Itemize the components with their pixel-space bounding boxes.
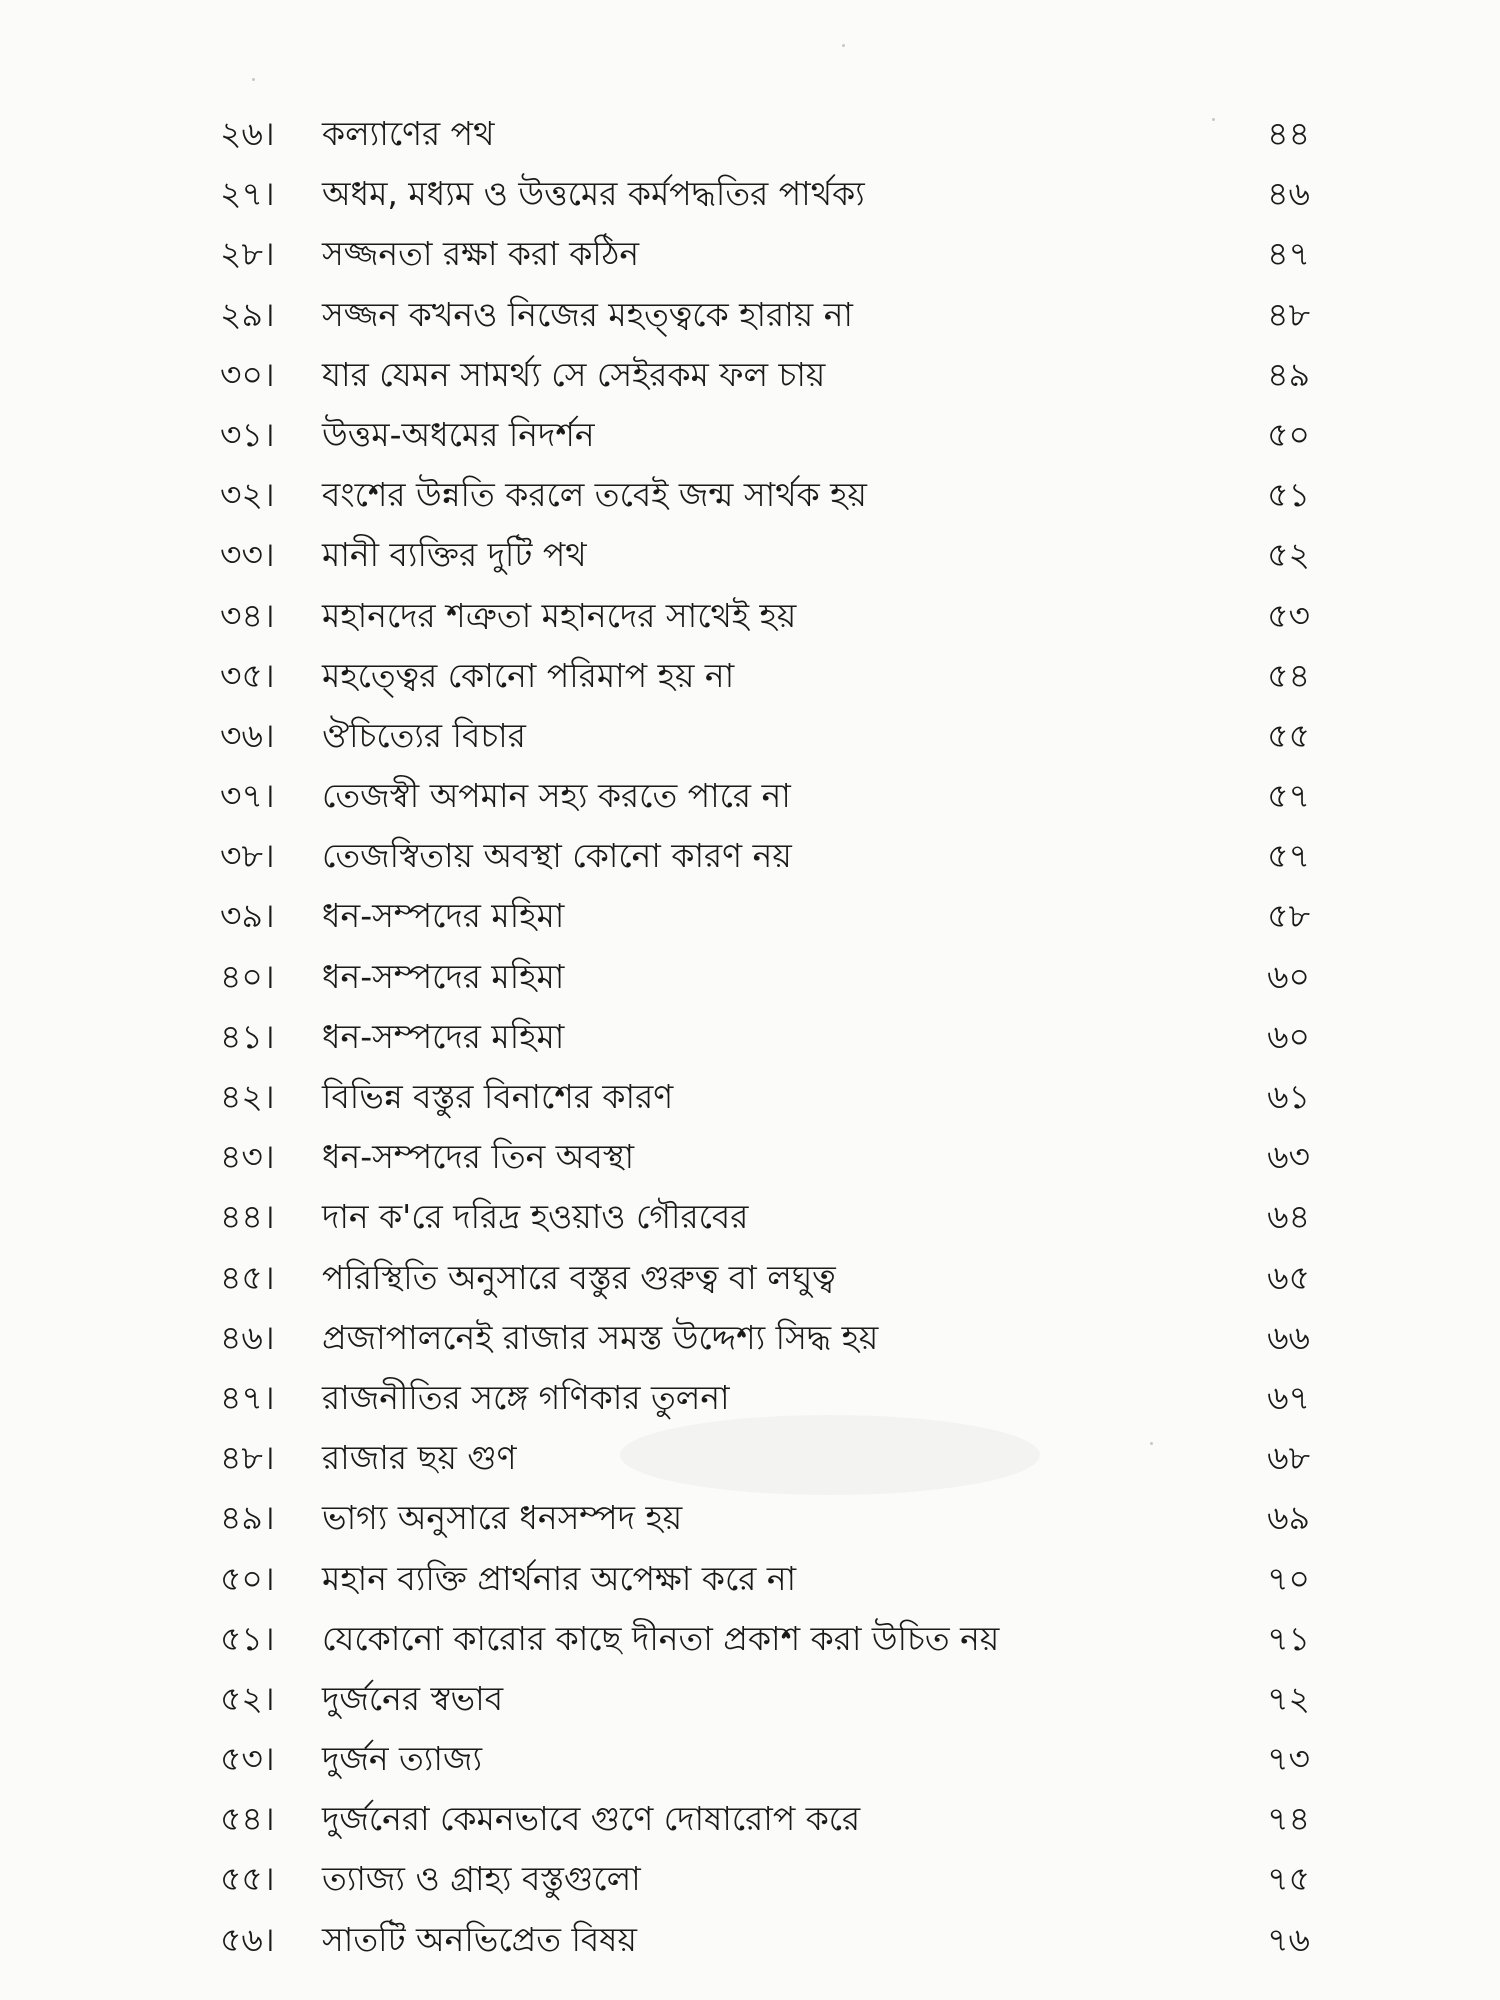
toc-entry-number: ৪১। xyxy=(220,1016,275,1056)
toc-entry-page: ৪৭ xyxy=(1267,234,1310,274)
toc-entry-title: ধন-সম্পদের মহিমা xyxy=(322,1016,565,1056)
toc-entry-title: ভাগ্য অনুসারে ধনসম্পদ হয় xyxy=(322,1498,683,1538)
toc-entry-title: যার যেমন সামর্থ্য সে সেইরকম ফল চায় xyxy=(322,354,826,394)
toc-entry-number: ৩৬। xyxy=(220,715,275,755)
toc-entry xyxy=(220,224,1310,284)
toc-entry xyxy=(220,1549,1310,1609)
toc-entry-page: ৫২ xyxy=(1267,535,1310,575)
toc-entry xyxy=(220,164,1310,224)
toc-entry-number: ৫৬। xyxy=(220,1919,275,1959)
toc-entry-page: ৬৪ xyxy=(1267,1197,1310,1237)
toc-entry xyxy=(220,525,1310,585)
toc-entry-title: ধন-সম্পদের তিন অবস্থা xyxy=(322,1137,635,1177)
toc-entry xyxy=(220,1067,1310,1127)
toc-entry xyxy=(220,1308,1310,1368)
toc-entry xyxy=(220,104,1310,164)
toc-entry-title: যেকোনো কারোর কাছে দীনতা প্রকাশ করা উচিত নয় xyxy=(322,1618,1000,1658)
toc-entry-title: দুর্জনেরা কেমনভাবে গুণে দোষারোপ করে xyxy=(322,1799,861,1839)
toc-entry-title: প্রজাপালনেই রাজার সমস্ত উদ্দেশ্য সিদ্ধ হয় xyxy=(322,1317,879,1357)
toc-entry xyxy=(220,1007,1310,1067)
toc-entry-page: ৫৫ xyxy=(1267,715,1310,755)
speck xyxy=(252,78,255,81)
toc-entry-title: মহানদের শত্রুতা মহানদের সাথেই হয় xyxy=(322,595,797,635)
toc-entry-number: ৪২। xyxy=(220,1077,275,1116)
toc-entry xyxy=(220,1669,1310,1729)
toc-entry-title: দুর্জন ত্যাজ্য xyxy=(322,1739,483,1779)
toc-entry xyxy=(220,646,1310,706)
toc-entry xyxy=(220,1248,1310,1308)
toc-entry xyxy=(220,405,1310,465)
toc-entry-number: ২৬। xyxy=(220,114,275,153)
toc-entry-page: ৬৩ xyxy=(1267,1137,1310,1177)
toc-entry-number: ৫৩। xyxy=(220,1739,275,1779)
toc-entry xyxy=(220,826,1310,886)
toc-entry-title: দুর্জনের স্বভাব xyxy=(322,1678,504,1718)
toc-entry-title: সজ্জন কখনও নিজের মহত্ত্বকে হারায় না xyxy=(322,294,853,334)
toc-entry-number: ৪৩। xyxy=(220,1137,275,1177)
toc-entry xyxy=(220,465,1310,525)
toc-entry-title: ত্যাজ্য ও গ্রাহ্য বস্তুগুলো xyxy=(322,1859,641,1899)
toc-entry-title: রাজার ছয় গুণ xyxy=(322,1438,517,1478)
toc-entry-page: ৭২ xyxy=(1267,1678,1310,1718)
toc-entry xyxy=(220,1609,1310,1669)
toc-entry-number: ৩৫। xyxy=(220,655,275,695)
toc-entry xyxy=(220,1127,1310,1187)
toc-entry-title: উত্তম-অধমের নিদর্শন xyxy=(322,414,595,454)
toc-entry-title: সজ্জনতা রক্ষা করা কঠিন xyxy=(322,234,640,274)
toc-entry-number: ৩২। xyxy=(220,475,275,515)
toc-entry-number: ৪৫। xyxy=(220,1257,275,1297)
toc-entry-page: ৪৮ xyxy=(1267,294,1310,334)
toc-entry-title: ধন-সম্পদের মহিমা xyxy=(322,956,565,996)
toc-entry-title: কল্যাণের পথ xyxy=(322,114,495,153)
toc-entry xyxy=(220,1488,1310,1548)
toc-entry-page: ৬৮ xyxy=(1267,1438,1310,1478)
toc-entry-title: অধম, মধ্যম ও উত্তমের কর্মপদ্ধতির পার্থক্য xyxy=(322,174,865,214)
toc-entry-number: ২৯। xyxy=(220,294,275,334)
toc-entry-number: ৩০। xyxy=(220,354,275,394)
toc-entry-page: ৫০ xyxy=(1267,414,1310,454)
toc-entry-page: ৭১ xyxy=(1267,1618,1310,1658)
toc-entry xyxy=(220,1849,1310,1909)
toc-entry-number: ৫০। xyxy=(220,1558,275,1598)
toc-entry-title: সাতটি অনভিপ্রেত বিষয় xyxy=(322,1919,637,1959)
toc-entry-title: তেজস্বিতায় অবস্থা কোনো কারণ নয় xyxy=(322,836,792,876)
toc-entry-number: ৪৮। xyxy=(220,1438,275,1478)
toc-entry-number: ৫১। xyxy=(220,1618,275,1658)
toc-entry-page: ৭০ xyxy=(1267,1558,1310,1598)
toc-entry xyxy=(220,947,1310,1007)
toc-entry-page: ৬০ xyxy=(1267,956,1310,996)
toc-entry-number: ৩৮। xyxy=(220,836,275,876)
toc-entry-page: ৭৪ xyxy=(1267,1799,1310,1839)
toc-entry-page: ৫১ xyxy=(1267,475,1310,515)
toc-entry-page: ৭৬ xyxy=(1267,1919,1310,1959)
toc-entry-page: ৫৪ xyxy=(1267,655,1310,695)
toc-entry-number: ৪৬। xyxy=(220,1317,275,1357)
toc-entry-number: ৩৪। xyxy=(220,595,275,635)
toc-entry-number: ২৮। xyxy=(220,234,275,274)
toc-entry-page: ৭৫ xyxy=(1267,1859,1310,1899)
toc-entry xyxy=(220,706,1310,766)
toc-entry-title: বিভিন্ন বস্তুর বিনাশের কারণ xyxy=(322,1077,674,1116)
toc-entry-title: ঔচিত্যের বিচার xyxy=(322,715,526,755)
toc-entry-number: ২৭। xyxy=(220,174,275,214)
speck xyxy=(842,44,845,47)
toc-entry-page: ৬০ xyxy=(1267,1016,1310,1056)
toc-entry-number: ৩১। xyxy=(220,414,275,454)
toc-entry-page: ৬১ xyxy=(1267,1077,1310,1116)
toc-entry-title: মানী ব্যক্তির দুটি পথ xyxy=(322,535,587,575)
toc-entry-title: মহান ব্যক্তি প্রার্থনার অপেক্ষা করে না xyxy=(322,1558,797,1598)
toc-entry-page: ৬৬ xyxy=(1267,1317,1310,1357)
toc-entry xyxy=(220,1187,1310,1247)
toc-entry-page: ৬৭ xyxy=(1267,1377,1310,1417)
toc-entry-page: ৫৭ xyxy=(1267,776,1310,816)
toc-entry-number: ৩৯। xyxy=(220,896,275,936)
toc-entry xyxy=(220,345,1310,405)
toc-entry-number: ৪৭। xyxy=(220,1377,275,1417)
toc-entry-title: মহত্ত্বের কোনো পরিমাপ হয় না xyxy=(322,655,735,695)
toc-entry-number: ৪০। xyxy=(220,956,275,996)
toc-entry-title: পরিস্থিতি অনুসারে বস্তুর গুরুত্ব বা লঘুত্ব xyxy=(322,1257,836,1297)
toc-entry-page: ৬৯ xyxy=(1267,1498,1310,1538)
toc-entry-number: ৪৪। xyxy=(220,1197,275,1237)
toc-entry-number: ৫২। xyxy=(220,1678,275,1718)
toc-entry-number: ৫৫। xyxy=(220,1859,275,1899)
toc-entry xyxy=(220,886,1310,946)
toc-entry-number: ৩৭। xyxy=(220,776,275,816)
toc-entry xyxy=(220,1789,1310,1849)
toc-entry xyxy=(220,1910,1310,1970)
toc-entry-number: ৪৯। xyxy=(220,1498,275,1538)
toc-entry-page: ৭৩ xyxy=(1267,1739,1310,1779)
toc-entry-number: ৫৪। xyxy=(220,1799,275,1839)
toc-entry-page: ৪৪ xyxy=(1267,114,1310,153)
toc-entry-page: ৪৯ xyxy=(1267,354,1310,394)
toc-entry xyxy=(220,285,1310,345)
toc-entry-page: ৫৩ xyxy=(1267,595,1310,635)
toc-entry-title: দান ক'রে দরিদ্র হওয়াও গৌরবের xyxy=(322,1197,749,1237)
toc-entry xyxy=(220,1368,1310,1428)
toc-entry-page: ৫৮ xyxy=(1267,896,1310,936)
toc-entry-page: ৪৬ xyxy=(1267,174,1310,214)
toc-entry xyxy=(220,1428,1310,1488)
toc-entry-title: ধন-সম্পদের মহিমা xyxy=(322,896,565,936)
toc-entry-number: ৩৩। xyxy=(220,535,275,575)
toc-entry-title: রাজনীতির সঙ্গে গণিকার তুলনা xyxy=(322,1377,730,1417)
toc-entry-page: ৬৫ xyxy=(1267,1257,1310,1297)
table-of-contents xyxy=(220,104,1310,1970)
toc-entry-page: ৫৭ xyxy=(1267,836,1310,876)
toc-entry xyxy=(220,586,1310,646)
toc-entry xyxy=(220,1729,1310,1789)
toc-entry xyxy=(220,766,1310,826)
toc-entry-title: বংশের উন্নতি করলে তবেই জন্ম সার্থক হয় xyxy=(322,475,867,515)
toc-entry-title: তেজস্বী অপমান সহ্য করতে পারে না xyxy=(322,776,791,816)
